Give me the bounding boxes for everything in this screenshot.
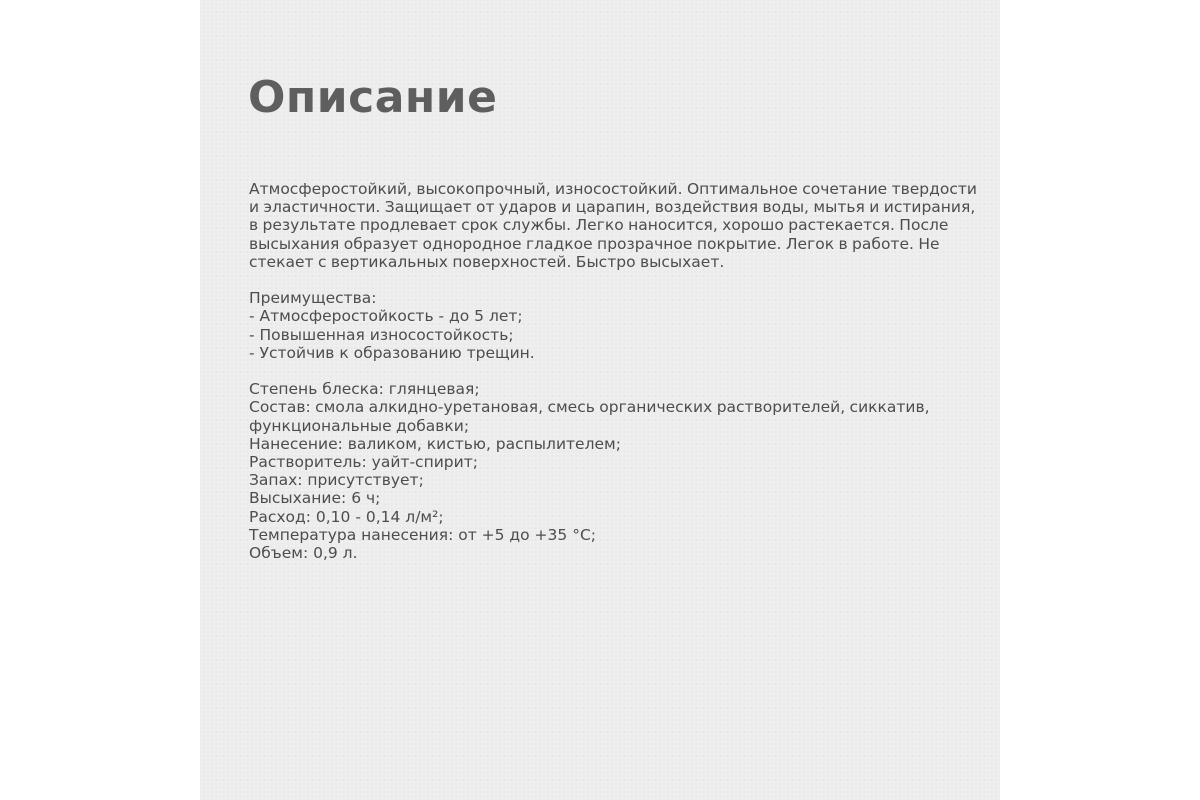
spec-application: Нанесение: валиком, кистью, распылителем; <box>249 434 621 453</box>
advantages-heading: Преимущества: <box>249 289 377 308</box>
advantage-item: - Устойчив к образованию трещин. <box>249 343 535 362</box>
intro-paragraph: Атмосферостойкий, высокопрочный, износостойкий. Оптимальное сочетание твердости и эластичности. Защищает от ударов и царапин, воздействия воды, мытья и истирания, в результате продлевает срок службы. Легко наносится, хорошо растекается. После высыхания образует однородное гладкое прозрачное покрытие. Легок в работе. Не стекает с вертикальных поверхностей. Быстро высыхает. <box>249 180 977 271</box>
spec-drying: Высыхание: 6 ч; <box>249 489 381 508</box>
spec-composition: Состав: смола алкидно-уретановая, смесь органических растворителей, сиккатив, функциональные добавки; <box>249 398 930 435</box>
spec-temperature: Температура нанесения: от +5 до +35 °С; <box>249 525 596 544</box>
description-body <box>249 180 984 580</box>
advantages-list <box>249 289 984 362</box>
description-panel <box>200 0 1000 800</box>
spec-gloss: Степень блеска: глянцевая; <box>249 380 480 399</box>
advantage-item: - Повышенная износостойкость; <box>249 325 514 344</box>
advantage-item: - Атмосферостойкость - до 5 лет; <box>249 307 523 326</box>
specs-list <box>249 380 984 562</box>
spec-consumption: Расход: 0,10 - 0,14 л/м²; <box>249 507 444 526</box>
page-title: Описание <box>248 72 498 123</box>
spec-solvent: Растворитель: уайт-спирит; <box>249 453 478 472</box>
spec-odor: Запах: присутствует; <box>249 471 424 490</box>
spec-volume: Объем: 0,9 л. <box>249 544 358 563</box>
